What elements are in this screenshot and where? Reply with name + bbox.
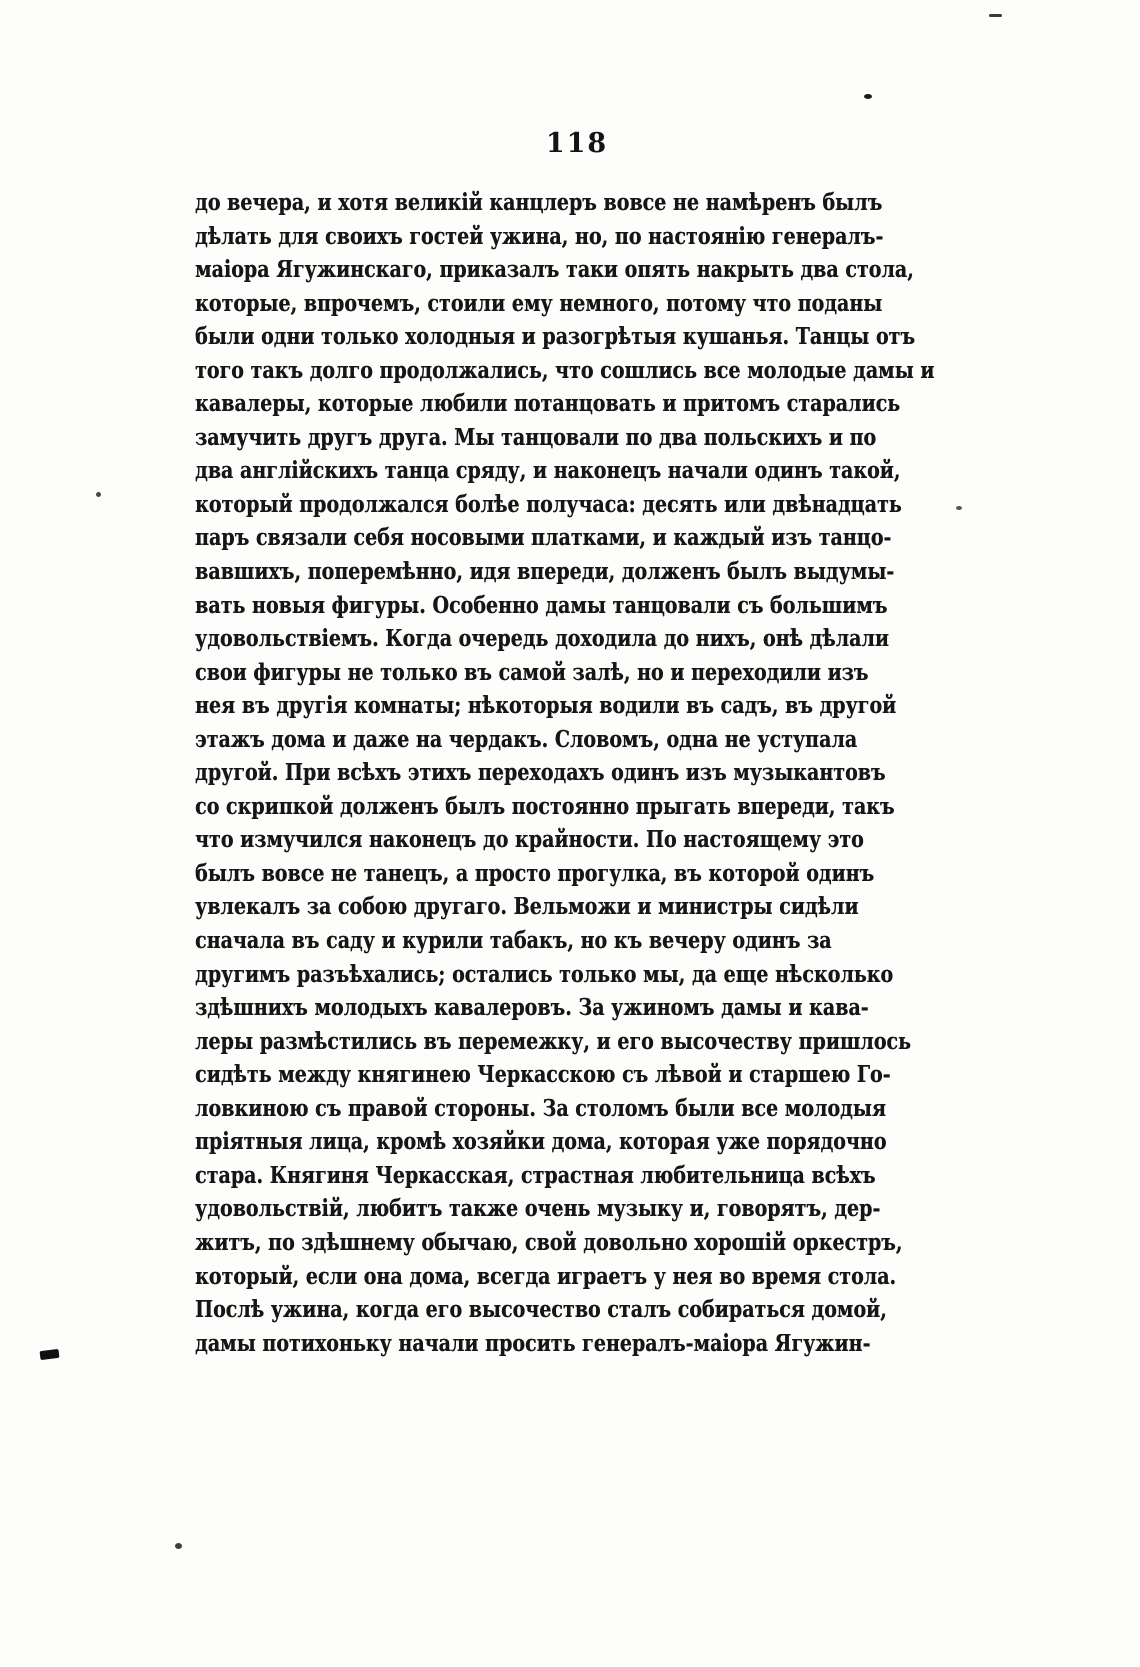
text-line: кавалеры, которые любили потанцовать и притомъ старались <box>195 390 901 418</box>
text-line: леры размѣстились въ перемежку, и его высочеству пришлось <box>195 1027 911 1055</box>
text-line: два англійскихъ танца сряду, и наконецъ начали одинъ такой, <box>195 457 901 485</box>
text-line: стара. Княгиня Черкасская, страстная любительница всѣхъ <box>195 1161 876 1189</box>
ink-speck <box>956 506 962 510</box>
ink-speck <box>989 14 1002 17</box>
text-line: были одни только холодныя и разогрѣтыя кушанья. Танцы отъ <box>195 323 915 351</box>
text-line: ловкиною съ правой стороны. За столомъ были все молодыя <box>195 1094 886 1122</box>
text-line: сначала въ саду и курили табакъ, но къ вечеру одинъ за <box>195 927 832 955</box>
page-number: 118 <box>545 128 609 159</box>
text-line: былъ вовсе не танецъ, а просто прогулка, въ которой одинъ <box>195 859 875 887</box>
text-line: который, если она дома, всегда играетъ у нея во время стола. <box>195 1262 897 1290</box>
text-line: Послѣ ужина, когда его высочество сталъ собираться домой, <box>195 1296 887 1324</box>
ink-speck <box>175 1543 182 1549</box>
text-line: другимъ разъѣхались; остались только мы, да еще нѣсколько <box>195 960 894 988</box>
text-line: этажъ дома и даже на чердакъ. Словомъ, одна не уступала <box>195 725 858 753</box>
text-line: удовольствій, любитъ также очень музыку и, говорятъ, дер- <box>195 1195 881 1223</box>
text-line: со скрипкой долженъ былъ постоянно прыгать впереди, такъ <box>195 792 895 820</box>
text-line: житъ, по здѣшнему обычаю, свой довольно хорошій оркестръ, <box>195 1228 903 1256</box>
text-line: удовольствіемъ. Когда очередь доходила до нихъ, онѣ дѣлали <box>195 625 889 653</box>
text-line: замучить другъ друга. Мы танцовали по два польскихъ и по <box>195 423 877 451</box>
text-line: здѣшнихъ молодыхъ кавалеровъ. За ужиномъ дамы и кава- <box>195 994 869 1022</box>
text-line: сидѣть между княгинею Черкасскою съ лѣвой и старшею Го- <box>195 1061 891 1089</box>
text-line: нея въ другія комнаты; нѣкоторыя водили въ садъ, въ другой <box>195 692 897 720</box>
text-line: маіора Ягужинскаго, приказалъ таки опять накрыть два стола, <box>195 256 914 284</box>
text-line: паръ связали себя носовыми платками, и каждый изъ танцо- <box>195 524 892 552</box>
ink-blot <box>40 1349 60 1360</box>
text-line: что измучился наконецъ до крайности. По настоящему это <box>195 826 864 854</box>
text-line: до вечера, и хотя великій канцлеръ вовсе не намѣренъ былъ <box>195 189 883 216</box>
body-text <box>195 186 940 1360</box>
text-line: другой. При всѣхъ этихъ переходахъ одинъ изъ музыкантовъ <box>195 759 886 787</box>
text-line: пріятныя лица, кромѣ хозяйки дома, которая уже порядочно <box>195 1128 887 1156</box>
text-line: дѣлать для своихъ гостей ужина, но, по настоянію генералъ- <box>195 222 884 250</box>
text-line: вать новыя фигуры. Особенно дамы танцовали съ большимъ <box>195 591 888 619</box>
text-line: вавшихъ, поперемѣнно, идя впереди, долженъ былъ выдумы- <box>195 558 895 586</box>
text-line: увлекалъ за собою другаго. Вельможи и министры сидѣли <box>195 893 859 921</box>
text-line: того такъ долго продолжались, что сошлись все молодые дамы и <box>195 356 935 384</box>
text-line: свои фигуры не только въ самой залѣ, но и переходили изъ <box>195 658 869 686</box>
ink-speck <box>864 94 872 99</box>
text-line: дамы потихоньку начали просить генералъ-маіора Ягужин- <box>195 1329 871 1357</box>
text-line: который продолжался болѣе получаса: десять или двѣнадцать <box>195 490 902 518</box>
text-line: которые, впрочемъ, стоили ему немного, потому что поданы <box>195 289 883 317</box>
ink-speck <box>96 492 101 497</box>
